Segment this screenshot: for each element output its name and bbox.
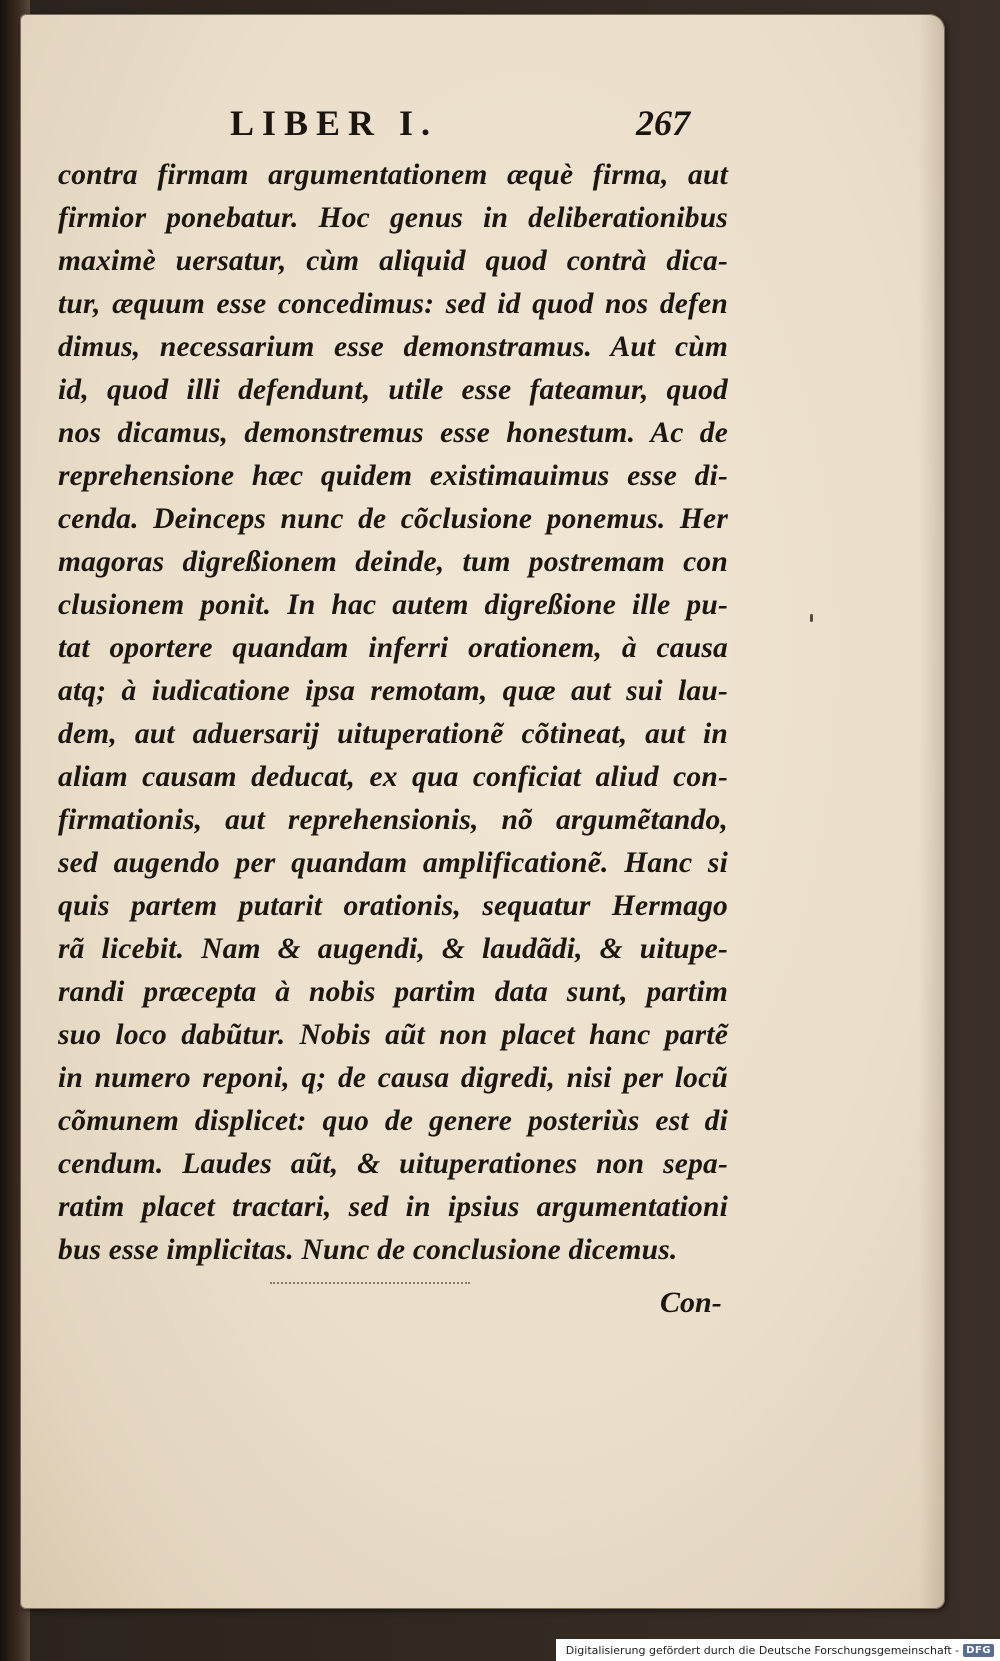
paper-speck	[810, 614, 813, 622]
text-line: dem, aut aduersarij uituperationẽ cõtineat, aut in	[58, 718, 728, 750]
text-line: firmationis, aut reprehensionis, nõ argumẽtando,	[58, 804, 728, 836]
body-text	[58, 154, 728, 1272]
text-line: tat oportere quandam inferri orationem, à causa	[58, 632, 728, 664]
text-line: tur, æquum esse concedimus: sed id quod nos defen	[58, 288, 728, 320]
text-line: in numero reponi, q; de causa digredi, nisi per locũ	[58, 1062, 728, 1094]
text-line: atq; à iudicatione ipsa remotam, quæ aut sui lau-	[58, 675, 728, 707]
text-line: reprehensione hæc quidem existimauimus esse di-	[58, 460, 728, 492]
text-line: maximè uersatur, cùm aliquid quod contrà dica-	[58, 245, 728, 277]
text-line: randi præcepta à nobis partim data sunt, partim	[58, 976, 728, 1008]
text-line: magoras digreßionem deinde, tum postremam con	[58, 546, 728, 578]
page-number: 267	[636, 103, 690, 143]
dfg-logo-icon: DFG	[963, 1644, 994, 1657]
text-line: cenda. Deinceps nunc de cõclusione ponemus. Her	[58, 503, 728, 535]
text-line: rã licebit. Nam & augendi, & laudãdi, & uitupe-	[58, 933, 728, 965]
text-line: id, quod illi defendunt, utile esse fateamur, quod	[58, 374, 728, 406]
text-line: quis partem putarit orationis, sequatur Hermago	[58, 890, 728, 922]
ink-dots	[270, 1282, 470, 1286]
text-line: nos dicamus, demonstremus esse honestum. Ac de	[58, 417, 728, 449]
text-line: firmior ponebatur. Hoc genus in deliberationibus	[58, 202, 728, 234]
running-title: LIBER I.	[230, 103, 439, 143]
text-line: dimus, necessarium esse demonstramus. Aut cùm	[58, 331, 728, 363]
text-line: suo loco dabũtur. Nobis aũt non placet hanc partẽ	[58, 1019, 728, 1051]
text-line: clusionem ponit. In hac autem digreßione ille pu-	[58, 589, 728, 621]
text-line: aliam causam deducat, ex qua conficiat aliud con-	[58, 761, 728, 793]
book-page	[20, 14, 945, 1609]
catchword: Con-	[660, 1286, 722, 1319]
text-line: bus esse implicitas. Nunc de conclusione dicemus.	[58, 1234, 678, 1266]
text-line: ratim placet tractari, sed in ipsius argumentationi	[58, 1191, 728, 1223]
running-head	[220, 102, 690, 154]
text-line: contra firmam argumentationem æquè firma, aut	[58, 159, 728, 191]
text-line: sed augendo per quandam amplificationẽ. Hanc si	[58, 847, 728, 879]
text-line: cendum. Laudes aũt, & uituperationes non sepa-	[58, 1148, 728, 1180]
digitization-footer	[556, 1639, 1000, 1661]
footer-credit: Digitalisierung gefördert durch die Deutsche Forschungsgemeinschaft -	[565, 1643, 960, 1657]
page-fold-shadow	[919, 14, 945, 1609]
text-line: cõmunem displicet: quo de genere posteriùs est di	[58, 1105, 728, 1137]
